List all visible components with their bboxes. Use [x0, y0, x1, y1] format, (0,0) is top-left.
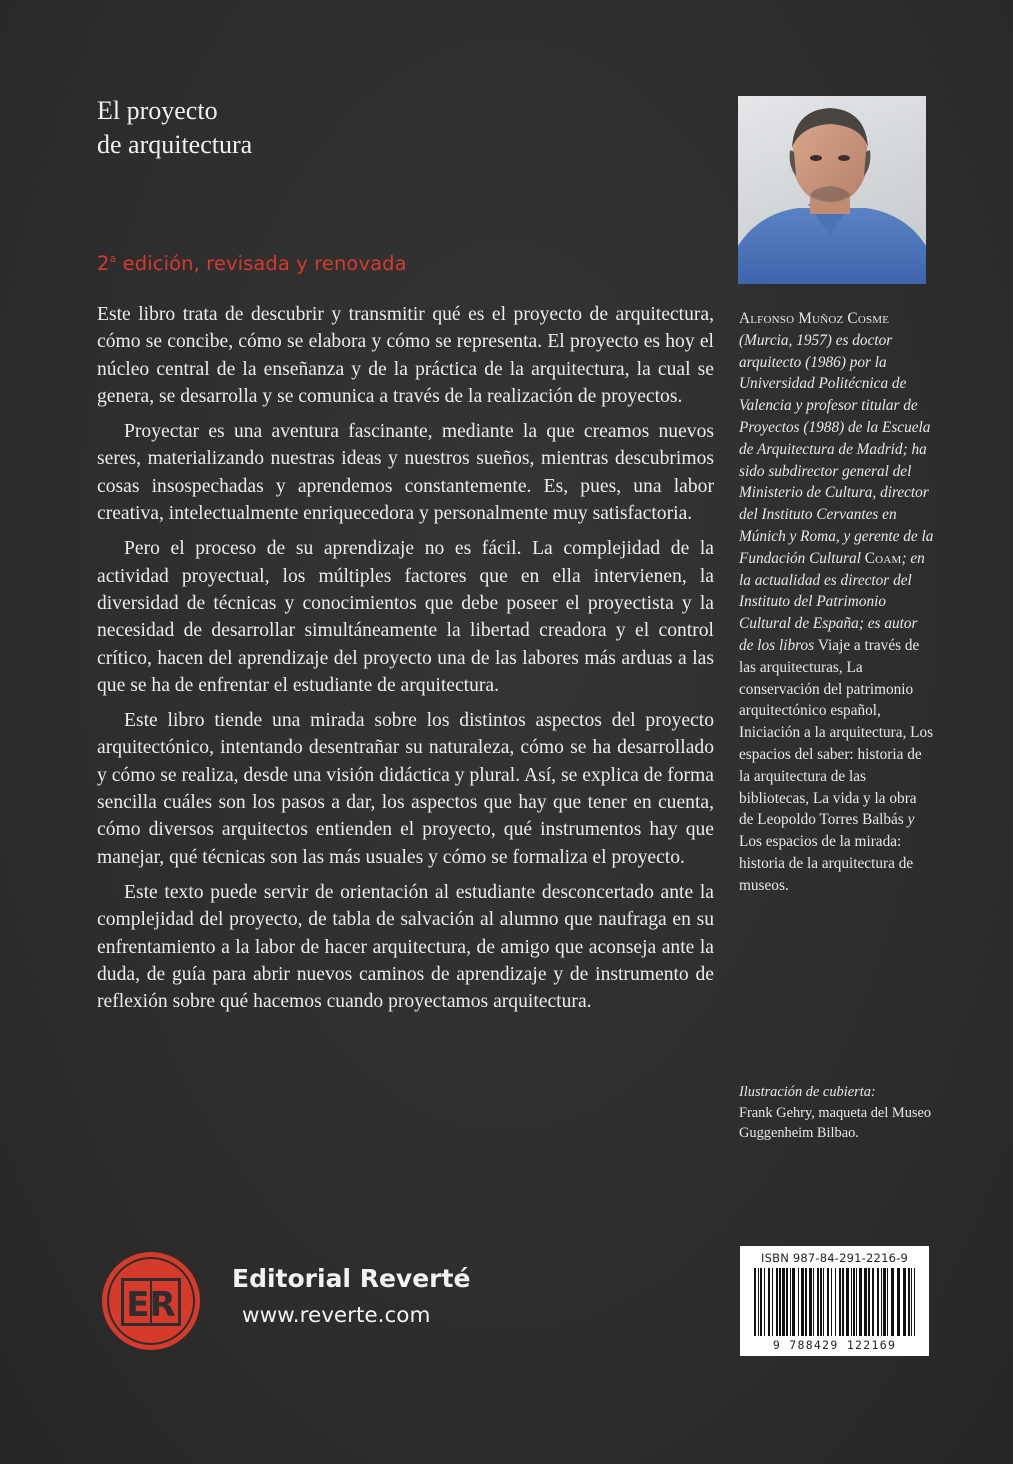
- author-bio-text-1: (Murcia, 1957) es doctor arquitecto (1986) por la Universidad Politécnica de Valencia y profesor titular de Proyectos (1988) de la Escuela de Arquitectura de Madrid; ha sido subdirector general del Ministerio de Cultura, director del Instituto Cervantes en Múnich y Roma, y gerente de la Fundación Cultural: [739, 331, 934, 567]
- er-logo-icon: [100, 1250, 202, 1352]
- author-book-2: La conservación del patrimonio arquitectónico español: [739, 658, 914, 720]
- isbn-text: ISBN 987-84-291-2216-9: [761, 1251, 908, 1265]
- publisher-logo: [100, 1250, 202, 1352]
- cover-credit: [739, 1082, 939, 1144]
- blurb-paragraph-5: Este texto puede servir de orientación al estudiante desconcertado ante la complejidad del proyecto, de tabla de salvación al alumno que naufraga en su enfrentamiento a la labor de hacer arquitectura, de amigo que aconseja ante la duda, de guía para abrir nuevos caminos de aprendizaje y de instrumento de reflexión sobre qué hacemos cuando proyectamos arquitectura.: [97, 881, 714, 1013]
- author-portrait-illustration: [738, 96, 926, 284]
- edition-ordinal: a: [109, 251, 117, 265]
- author-book-3: Iniciación a la arquitectura: [739, 724, 903, 742]
- blurb-paragraph-1: Este libro trata de descubrir y transmitir qué es el proyecto de arquitectura, cómo se concibe, cómo se elabora y cómo se representa. El proyecto es hoy el núcleo central de la enseñanza y de la práctica de la arquitectura, la cual se genera, se desarrolla y se comunica a través de la realización de proyectos.: [97, 304, 714, 407]
- publisher-url: www.reverte.com: [242, 1303, 431, 1328]
- author-name: Alfonso Muñoz Cosme: [739, 310, 890, 327]
- author-book-6: Los espacios de la mirada: historia de la arquitectura de museos: [739, 833, 914, 894]
- book-title: [97, 94, 252, 162]
- author-book-4: Los espacios del saber: historia de la arquitectura de las bibliotecas: [739, 724, 934, 807]
- author-sep: ,: [877, 702, 881, 720]
- barcode-digits: 9 788429 122169: [772, 1338, 897, 1352]
- edition-number: 2: [97, 252, 110, 275]
- title-line-2: de arquitectura: [97, 130, 253, 159]
- author-sep: ,: [805, 789, 813, 807]
- blurb-paragraph-4: Este libro tiende una mirada sobre los distintos aspectos del proyecto arquitectónico, intentando desentrañar su naturaleza, cómo se ha desarrollado y cómo se realiza, desde una visión didáctica y plural. Así, se explica de forma sencilla cuáles son los pasos a dar, los aspectos que hay que tener en cuenta, cómo diversos arquitectos entienden el proyecto, qué instrumentos hay que manejar, qué técnicas son las más usuales y cómo se formaliza el proyecto.: [97, 710, 714, 868]
- author-book-5: La vida y la obra de Leopoldo Torres Balbás: [739, 789, 917, 829]
- author-bio: [739, 308, 934, 897]
- author-bio-text-2: ; en la actualidad es director del Instituto del Patrimonio Cultural de España; es autor de los libros: [739, 549, 925, 654]
- author-sep: ,: [902, 724, 911, 742]
- author-sep: ,: [838, 658, 847, 676]
- logo-letters: ER: [126, 1285, 176, 1325]
- title-line-1: El proyecto: [97, 96, 218, 125]
- author-bio-coam: Coam: [864, 549, 902, 567]
- edition-text: edición, revisada y renovada: [116, 252, 407, 275]
- author-photo: [738, 96, 926, 284]
- blurb-paragraph-2: Proyectar es una aventura fascinante, mediante la que creamos nuevos seres, materializando nuestras ideas y nuestros sueños, mientras descubrimos cosas insospechadas y aprendemos constantemente. Es, pues, una labor creativa, intelectualmente enriquecedora y personalmente muy satisfactoria.: [97, 421, 714, 525]
- author-sep: y: [903, 811, 915, 829]
- edition-label: [97, 252, 407, 275]
- publisher-name: Editorial Reverté: [232, 1264, 471, 1293]
- blurb-paragraph-3: Pero el proceso de su aprendizaje no es fácil. La complejidad de la actividad proyectual, los múltiples factores que en ella intervienen, la diversidad de técnicas y conocimientos que debe poseer el proyectista y la necesidad de desarrollar simultáneamente la libertad creadora y el control crítico, hacen del aprendizaje del proyecto una de las labores más arduas a las que se ha de enfrentar el estudiante de arquitectura.: [97, 538, 714, 696]
- author-book-1: Viaje a través de las arquitecturas: [739, 636, 920, 676]
- cover-credit-text: Frank Gehry, maqueta del Museo Guggenheim Bilbao.: [739, 1104, 932, 1141]
- back-cover-blurb: [97, 301, 714, 1023]
- cover-credit-label: Ilustración de cubierta:: [739, 1084, 876, 1100]
- author-end: .: [784, 876, 789, 894]
- isbn-barcode: [740, 1246, 929, 1356]
